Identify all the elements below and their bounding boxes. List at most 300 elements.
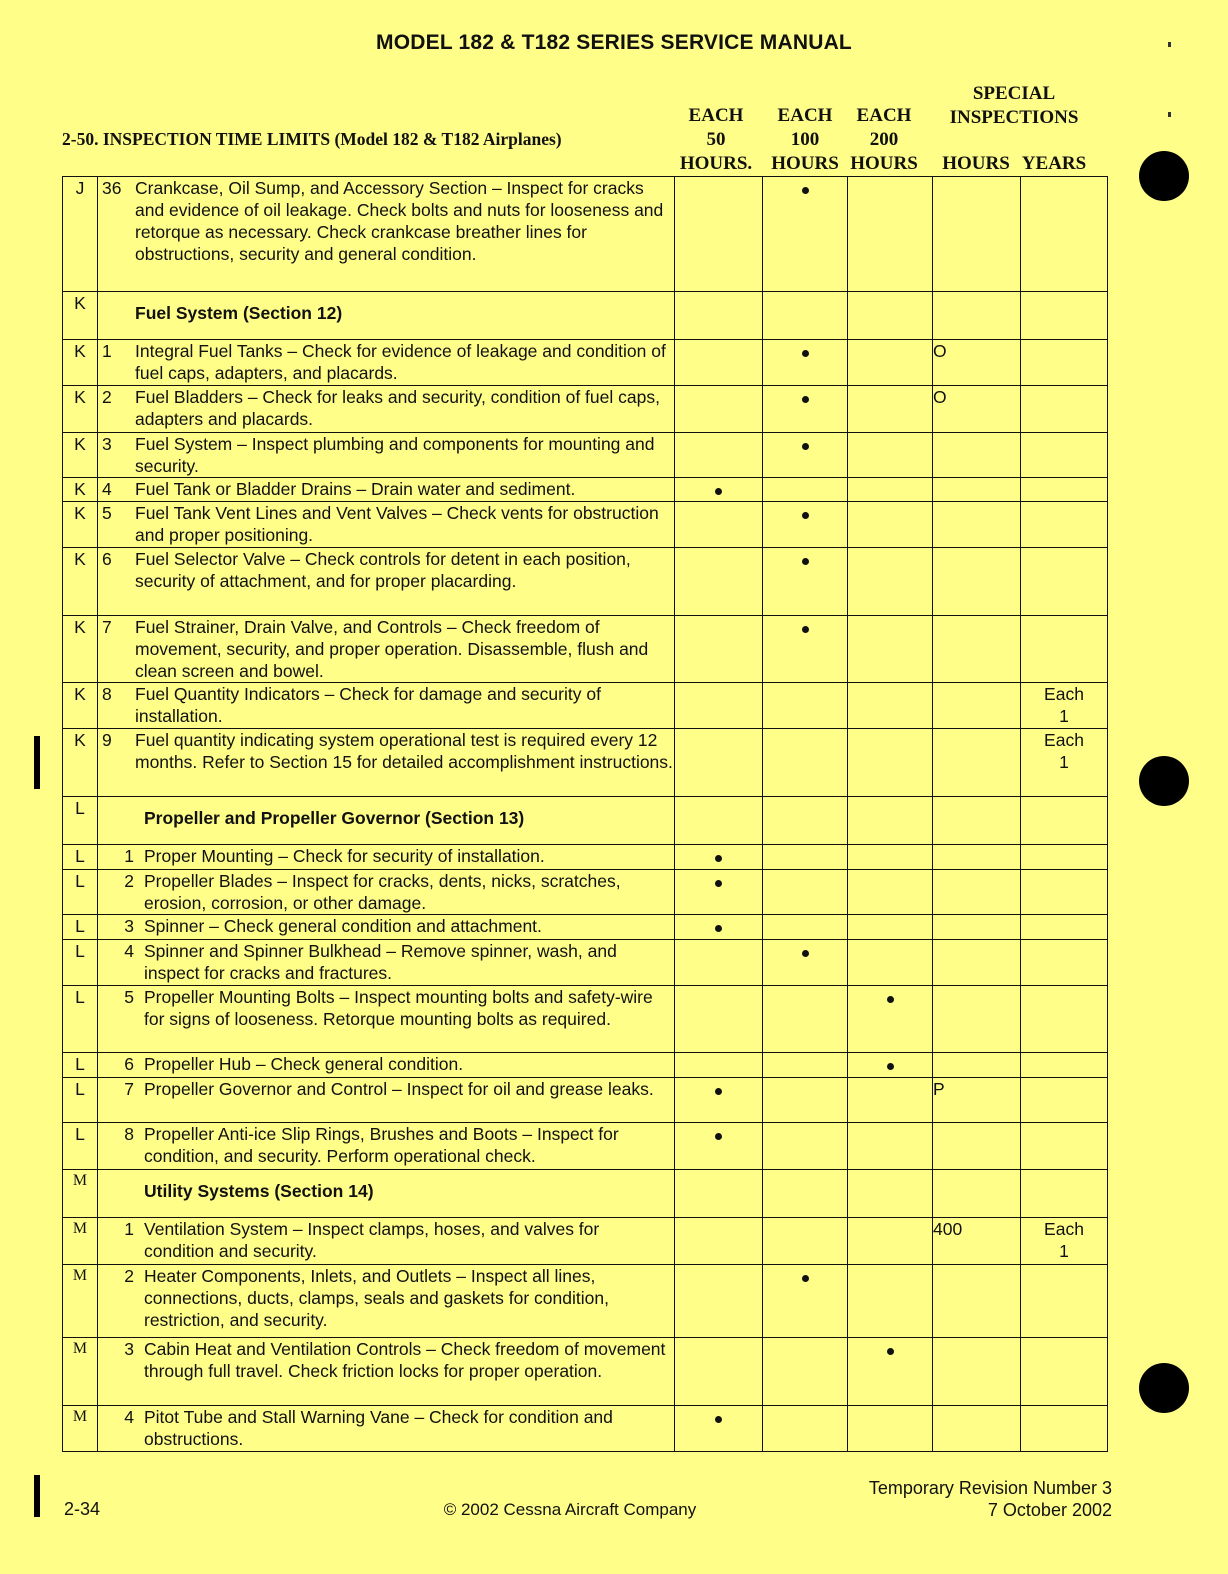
cell-c100 [763, 478, 848, 502]
item-number: 9 [102, 730, 112, 750]
cell-c100 [763, 915, 848, 940]
item-number: 3 [124, 1339, 134, 1359]
cell-special-hours [933, 940, 1021, 986]
check-dot-icon [802, 512, 809, 519]
row-code-label: K [74, 503, 86, 523]
cell-c50 [675, 915, 763, 940]
item-number: 5 [102, 503, 112, 523]
cell-c200 [848, 729, 933, 797]
cell-special-years [1021, 1406, 1108, 1452]
item-number: 7 [124, 1079, 134, 1099]
cell-c200 [848, 292, 933, 340]
speck-2 [1168, 112, 1171, 117]
row-description [98, 1170, 675, 1218]
item-text: Fuel System – Inspect plumbing and components for mounting and security. [135, 434, 655, 476]
item-number: 5 [124, 987, 134, 1007]
row-description [98, 502, 675, 548]
row-description [98, 1406, 675, 1452]
check-dot-icon [802, 187, 809, 194]
col-head-100-line1: EACH [777, 105, 833, 126]
row-code [63, 683, 98, 729]
cell-special-years [1021, 340, 1108, 386]
table-row [63, 1078, 1108, 1123]
item-text: Fuel Tank Vent Lines and Vent Valves – Check vents for obstruction and proper positioning. [135, 503, 659, 545]
table-row [63, 1218, 1108, 1265]
item-text: Proper Mounting – Check for security of installation. [144, 846, 545, 866]
row-code-label: K [74, 293, 86, 313]
table-row [63, 1406, 1108, 1452]
cell-c50 [675, 940, 763, 986]
item-number: 6 [102, 549, 112, 569]
row-code-label: L [75, 1054, 85, 1074]
row-description [98, 177, 675, 292]
row-code-label: L [75, 941, 85, 961]
cell-c200 [848, 1265, 933, 1338]
cell-special-hours [933, 870, 1021, 915]
table-row [63, 729, 1108, 797]
cell-c200 [848, 845, 933, 870]
row-code [63, 986, 98, 1053]
row-code-label: L [75, 916, 85, 936]
cell-c200 [848, 1078, 933, 1123]
page-title: MODEL 182 & T182 SERIES SERVICE MANUAL [376, 31, 852, 54]
table-row [63, 986, 1108, 1053]
item-text: Fuel quantity indicating system operational test is required every 12 months. Refer to Section 15 for detailed accomplishment instructions. [135, 730, 673, 772]
cell-c200 [848, 386, 933, 433]
col-head-100 [764, 104, 846, 176]
cell-special-hours [933, 986, 1021, 1053]
footer-revision: Temporary Revision Number 3 [868, 1478, 1112, 1498]
item-text: Fuel Tank or Bladder Drains – Drain water and sediment. [135, 479, 576, 499]
cell-c50 [675, 548, 763, 616]
check-dot-icon [715, 855, 722, 862]
cell-c100 [763, 1053, 848, 1078]
row-code-label: K [74, 730, 86, 750]
check-dot-icon [715, 1416, 722, 1423]
col-head-200 [844, 104, 924, 176]
cell-special-years [1021, 797, 1108, 845]
cell-c100 [763, 548, 848, 616]
table-row [63, 915, 1108, 940]
row-code-label: K [74, 341, 86, 361]
section-title: 2-50. INSPECTION TIME LIMITS (Model 182 & T182 Airplanes) [62, 129, 562, 149]
col-head-200-line1: EACH [856, 105, 912, 126]
row-code [63, 870, 98, 915]
item-text: Pitot Tube and Stall Warning Vane – Check for condition and obstructions. [144, 1407, 613, 1449]
binder-hole-1 [1139, 151, 1189, 201]
cell-c50 [675, 1123, 763, 1170]
cell-special-years [1021, 433, 1108, 478]
check-dot-icon [715, 1133, 722, 1140]
col-head-100-line2: 100 [790, 129, 820, 150]
check-dot-icon [715, 1088, 722, 1095]
item-text: Propeller Blades – Inspect for cracks, dents, nicks, scratches, erosion, corrosion, or other damage. [144, 871, 621, 913]
cell-special-years [1021, 940, 1108, 986]
cell-special-hours [933, 797, 1021, 845]
row-code [63, 940, 98, 986]
row-code-label: L [75, 846, 85, 866]
item-text: Spinner – Check general condition and attachment. [144, 916, 542, 936]
check-dot-icon [887, 1348, 894, 1355]
row-description [98, 292, 675, 340]
row-description [98, 433, 675, 478]
cell-special-years [1021, 1265, 1108, 1338]
section-header-row [63, 292, 1108, 340]
cell-c50 [675, 729, 763, 797]
cell-c200 [848, 797, 933, 845]
cell-special-years: Each 1 [1021, 683, 1108, 729]
cell-c200 [848, 683, 933, 729]
row-code [63, 386, 98, 433]
check-dot-icon [887, 996, 894, 1003]
item-number: 2 [102, 387, 112, 407]
table-row [63, 845, 1108, 870]
cell-special-hours [933, 502, 1021, 548]
item-number: 8 [124, 1124, 134, 1144]
row-code-label: J [75, 178, 85, 198]
item-number [98, 292, 135, 324]
cell-c50 [675, 1338, 763, 1406]
cell-c100 [763, 292, 848, 340]
cell-special-hours: O [933, 340, 1021, 386]
row-code [63, 292, 98, 340]
row-code-label: L [75, 1124, 85, 1144]
row-code-label: M [72, 1340, 88, 1357]
check-dot-icon [715, 880, 722, 887]
cell-c100 [763, 177, 848, 292]
cell-c200 [848, 616, 933, 683]
cell-c200 [848, 1406, 933, 1452]
row-code [63, 1170, 98, 1218]
cell-c100 [763, 1078, 848, 1123]
item-number: 8 [102, 684, 112, 704]
inspection-table [62, 176, 1108, 1452]
cell-c200 [848, 478, 933, 502]
cell-special-years [1021, 1338, 1108, 1406]
row-description [98, 1053, 675, 1078]
cell-special-hours: P [933, 1078, 1021, 1123]
cell-c200 [848, 1338, 933, 1406]
cell-c50 [675, 616, 763, 683]
item-text: Cabin Heat and Ventilation Controls – Check freedom of movement through full travel. Check friction locks for proper operation. [144, 1339, 666, 1381]
section-heading: Fuel System (Section 12) [135, 303, 343, 323]
cell-special-years [1021, 1170, 1108, 1218]
cell-c100 [763, 870, 848, 915]
row-code [63, 502, 98, 548]
cell-special-years [1021, 1123, 1108, 1170]
cell-c50 [675, 340, 763, 386]
col-head-100-line3: HOURS [771, 153, 839, 174]
row-description [98, 940, 675, 986]
item-text: Propeller Governor and Control – Inspect for oil and grease leaks. [144, 1079, 654, 1099]
cell-special-years [1021, 292, 1108, 340]
table-row [63, 1053, 1108, 1078]
row-description [98, 1078, 675, 1123]
row-description [98, 729, 675, 797]
cell-c100 [763, 502, 848, 548]
cell-c50 [675, 1218, 763, 1265]
check-dot-icon [802, 350, 809, 357]
row-description [98, 986, 675, 1053]
row-description [98, 616, 675, 683]
row-code [63, 845, 98, 870]
cell-special-years: Each 1 [1021, 1218, 1108, 1265]
footer-date: 7 October 2002 [987, 1500, 1112, 1520]
row-code [63, 1123, 98, 1170]
cell-c50 [675, 1078, 763, 1123]
item-text: Fuel Bladders – Check for leaks and security, condition of fuel caps, adapters and placards. [135, 387, 660, 429]
col-head-special [934, 82, 1094, 130]
row-code-label: M [72, 1267, 88, 1284]
col-head-50-line1: EACH [688, 105, 744, 126]
cell-special-hours [933, 1170, 1021, 1218]
cell-c50 [675, 845, 763, 870]
cell-c50 [675, 478, 763, 502]
item-text: Heater Components, Inlets, and Outlets – Inspect all lines, connections, ducts, clamps, seals and gaskets for condition, restriction, and security. [144, 1266, 609, 1330]
cell-c100 [763, 845, 848, 870]
table-row [63, 478, 1108, 502]
binder-hole-3 [1139, 1363, 1189, 1413]
cell-c100 [763, 986, 848, 1053]
row-description [98, 478, 675, 502]
row-code-label: K [74, 684, 86, 704]
cell-c100 [763, 616, 848, 683]
row-code-label: K [74, 387, 86, 407]
table-row [63, 340, 1108, 386]
check-dot-icon [802, 626, 809, 633]
item-number: 1 [102, 341, 112, 361]
cell-special-years: Each 1 [1021, 729, 1108, 797]
table-row [63, 1265, 1108, 1338]
cell-c100 [763, 797, 848, 845]
row-code [63, 177, 98, 292]
item-text: Fuel Strainer, Drain Valve, and Controls – Check freedom of movement, security, and proper operation. Disassemble, flush and clean screen and bowel. [135, 617, 649, 681]
check-dot-icon [802, 558, 809, 565]
table-row [63, 502, 1108, 548]
cell-special-hours [933, 433, 1021, 478]
cell-special-years [1021, 502, 1108, 548]
cell-c100 [763, 1218, 848, 1265]
row-description [98, 340, 675, 386]
check-dot-icon [887, 1063, 894, 1070]
cell-c50 [675, 502, 763, 548]
col-head-years: YEARS [1021, 153, 1087, 174]
row-description [98, 386, 675, 433]
cell-c100 [763, 1170, 848, 1218]
cell-special-years [1021, 1053, 1108, 1078]
cell-c50 [675, 292, 763, 340]
cell-c200 [848, 502, 933, 548]
check-dot-icon [715, 925, 722, 932]
row-code [63, 433, 98, 478]
cell-c50 [675, 433, 763, 478]
item-text: Propeller Anti-ice Slip Rings, Brushes and Boots – Inspect for condition, and security. Perform operational check. [144, 1124, 619, 1166]
item-number: 4 [102, 479, 112, 499]
row-code [63, 1338, 98, 1406]
cell-special-years [1021, 870, 1108, 915]
speck-1 [1168, 42, 1171, 47]
row-description [98, 683, 675, 729]
cell-c100 [763, 1406, 848, 1452]
cell-c100 [763, 1123, 848, 1170]
row-code [63, 1053, 98, 1078]
cell-special-years [1021, 386, 1108, 433]
item-text: Integral Fuel Tanks – Check for evidence of leakage and condition of fuel caps, adapters, and placards. [135, 341, 666, 383]
change-bar-1 [34, 736, 40, 789]
cell-special-years [1021, 177, 1108, 292]
cell-c200 [848, 433, 933, 478]
row-code [63, 1406, 98, 1452]
cell-c200 [848, 340, 933, 386]
col-head-200-line3: HOURS [850, 153, 918, 174]
item-number: 1 [124, 1219, 134, 1239]
row-code [63, 548, 98, 616]
item-number: 1 [124, 846, 134, 866]
check-dot-icon [802, 443, 809, 450]
row-code [63, 915, 98, 940]
row-code [63, 616, 98, 683]
cell-c50 [675, 986, 763, 1053]
cell-c100 [763, 1265, 848, 1338]
cell-special-hours [933, 177, 1021, 292]
cell-special-hours [933, 1123, 1021, 1170]
cell-c100 [763, 729, 848, 797]
cell-special-hours: 400 [933, 1218, 1021, 1265]
row-code [63, 478, 98, 502]
cell-special-years [1021, 478, 1108, 502]
row-code [63, 1078, 98, 1123]
item-text: Ventilation System – Inspect clamps, hoses, and valves for condition and security. [144, 1219, 600, 1261]
cell-c200 [848, 1218, 933, 1265]
cell-c200 [848, 1053, 933, 1078]
row-code-label: L [75, 1079, 85, 1099]
cell-special-hours [933, 1265, 1021, 1338]
item-number [98, 1170, 144, 1202]
cell-special-hours [933, 1338, 1021, 1406]
cell-special-hours [933, 683, 1021, 729]
row-code-label: L [75, 987, 85, 1007]
cell-special-years [1021, 616, 1108, 683]
table-row [63, 870, 1108, 915]
item-number [98, 797, 144, 829]
row-code-label: L [75, 798, 85, 818]
binder-hole-2 [1139, 756, 1189, 806]
cell-special-years [1021, 548, 1108, 616]
check-dot-icon [802, 396, 809, 403]
table-row [63, 1338, 1108, 1406]
row-code-label: M [72, 1172, 88, 1189]
item-text: Crankcase, Oil Sump, and Accessory Section – Inspect for cracks and evidence of oil leakage. Check bolts and nuts for looseness and retorque as necessary. Check crankcase breather lines for obstructions, security and general condition. [135, 178, 664, 264]
cell-c200 [848, 177, 933, 292]
cell-special-hours [933, 478, 1021, 502]
item-text: Fuel Selector Valve – Check controls for detent in each position, security of attachment, and for proper placarding. [135, 549, 631, 591]
row-code [63, 797, 98, 845]
check-dot-icon [715, 488, 722, 495]
col-head-hours: HOURS [942, 153, 1010, 174]
row-code-label: M [72, 1220, 88, 1237]
section-header-row [63, 1170, 1108, 1218]
cell-c100 [763, 940, 848, 986]
item-text: Spinner and Spinner Bulkhead – Remove spinner, wash, and inspect for cracks and fractures. [144, 941, 617, 983]
cell-special-hours [933, 845, 1021, 870]
table-row [63, 177, 1108, 292]
item-text: Fuel Quantity Indicators – Check for damage and security of installation. [135, 684, 601, 726]
cell-special-hours [933, 729, 1021, 797]
cell-c200 [848, 1123, 933, 1170]
cell-c200 [848, 940, 933, 986]
item-number: 2 [124, 1266, 134, 1286]
col-head-50-line3: HOURS. [679, 153, 753, 174]
row-code [63, 340, 98, 386]
row-code-label: L [75, 871, 85, 891]
row-code [63, 729, 98, 797]
cell-special-years [1021, 986, 1108, 1053]
row-code-label: K [74, 479, 86, 499]
item-number: 36 [102, 178, 122, 198]
cell-special-hours [933, 616, 1021, 683]
cell-c50 [675, 870, 763, 915]
cell-special-hours [933, 915, 1021, 940]
cell-c50 [675, 386, 763, 433]
check-dot-icon [802, 1275, 809, 1282]
row-description [98, 1218, 675, 1265]
cell-special-hours: O [933, 386, 1021, 433]
row-description [98, 1123, 675, 1170]
cell-special-hours [933, 1406, 1021, 1452]
item-number: 7 [102, 617, 112, 637]
col-head-200-line2: 200 [869, 129, 899, 150]
cell-special-years [1021, 1078, 1108, 1123]
item-number: 6 [124, 1054, 134, 1074]
cell-special-hours [933, 292, 1021, 340]
cell-special-years [1021, 915, 1108, 940]
cell-c50 [675, 1265, 763, 1338]
cell-c100 [763, 340, 848, 386]
check-dot-icon [802, 950, 809, 957]
item-text: Propeller Hub – Check general condition. [144, 1054, 464, 1074]
table-row [63, 548, 1108, 616]
cell-c200 [848, 870, 933, 915]
cell-c200 [848, 548, 933, 616]
cell-special-years [1021, 845, 1108, 870]
table-row [63, 386, 1108, 433]
cell-c200 [848, 1170, 933, 1218]
footer-page-number: 2-34 [64, 1499, 101, 1519]
row-code [63, 1265, 98, 1338]
row-code-label: K [74, 617, 86, 637]
cell-c50 [675, 683, 763, 729]
row-description [98, 915, 675, 940]
section-header-row [63, 797, 1108, 845]
row-description [98, 1265, 675, 1338]
row-description [98, 548, 675, 616]
cell-c200 [848, 915, 933, 940]
item-number: 3 [102, 434, 112, 454]
section-heading: Utility Systems (Section 14) [144, 1181, 374, 1201]
col-head-50 [674, 104, 758, 176]
cell-c100 [763, 433, 848, 478]
section-heading: Propeller and Propeller Governor (Section 13) [144, 808, 525, 828]
row-code-label: K [74, 549, 86, 569]
row-code-label: K [74, 434, 86, 454]
row-description [98, 1338, 675, 1406]
cell-c50 [675, 1406, 763, 1452]
row-code [63, 1218, 98, 1265]
cell-c50 [675, 1053, 763, 1078]
item-text: Propeller Mounting Bolts – Inspect mounting bolts and safety-wire for signs of looseness. Retorque mounting bolts as required. [144, 987, 653, 1029]
table-row [63, 683, 1108, 729]
row-description [98, 797, 675, 845]
